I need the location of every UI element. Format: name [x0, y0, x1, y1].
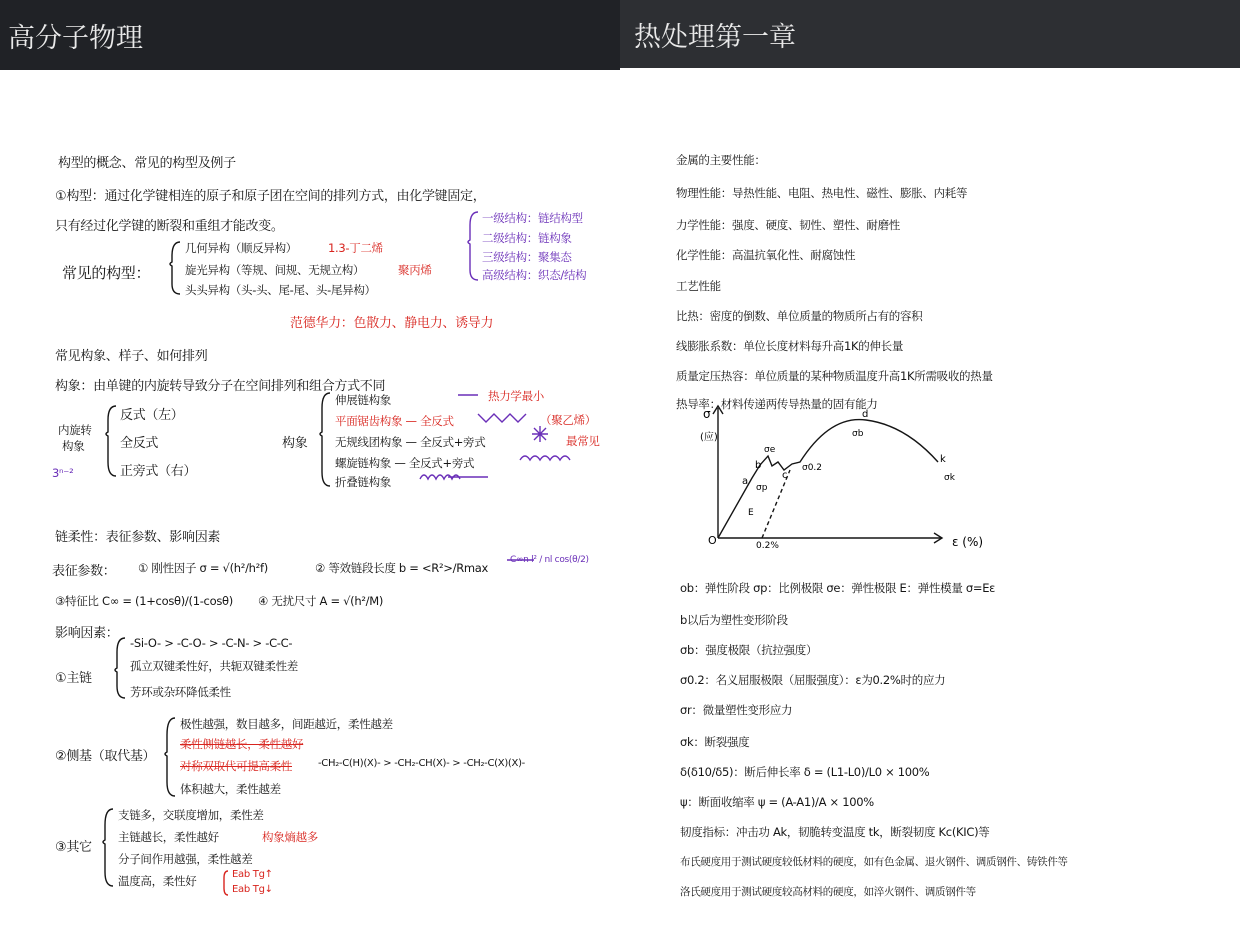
param-segment-note: C∞n l² / nl cos(θ/2)	[510, 555, 589, 565]
main-chain-label: ①主链	[55, 671, 92, 686]
origin-label: O	[708, 534, 717, 547]
structure-level: 二级结构：链构象	[482, 231, 572, 245]
conformation-right-label: 构象	[282, 436, 308, 451]
heat-capacity: 质量定压热容：单位质量的某种物质温度升高1K所需吸收的热量	[676, 369, 993, 383]
other-item: 温度高，柔性好	[118, 874, 197, 888]
elongation: δ(δ10/δ5)：断后伸长率 δ = (L1-L0)/L0 × 100%	[680, 765, 930, 779]
elastic-definitions: ob：弹性阶段 σp：比例极限 σe：弹性极限 E：弹性模量 σ=Eε	[680, 581, 996, 595]
conformation-note: 热力学最小	[488, 389, 544, 403]
other-label: ③其它	[55, 840, 92, 855]
conformation-count-note: 3ⁿ⁻²	[52, 466, 74, 480]
left-heading: 构型的概念、常见的构型及例子	[58, 156, 236, 171]
point-label: E	[748, 508, 754, 518]
fracture-strength: σk：断裂强度	[680, 735, 750, 749]
point-label: σp	[756, 483, 768, 493]
chemical-properties: 化学性能：高温抗氧化性、耐腐蚀性	[676, 248, 856, 262]
conformation-right-item: 伸展链构象	[335, 393, 391, 407]
reduction-of-area: ψ：断面收缩率 ψ = (A-A1)/A × 100%	[680, 795, 874, 809]
physical-properties: 物理性能：导热性能、电阻、热电性、磁性、膨胀、内耗等	[676, 186, 968, 200]
rotation-label: 内旋转	[58, 423, 92, 437]
conformation-note: （聚乙烯）	[540, 413, 596, 427]
conformation-left-item: 正旁式（右）	[120, 464, 197, 479]
stress-strain-curve	[718, 420, 938, 538]
toughness-index: 韧度指标：冲击功 Ak，韧脆转变温度 tk，断裂韧度 Kc(KIC)等	[680, 825, 990, 839]
offset-label: 0.2%	[756, 541, 779, 551]
point-label: k	[940, 454, 946, 465]
config-type-note: 1.3-丁二烯	[328, 241, 383, 255]
plastic-stage: b以后为塑性变形阶段	[680, 613, 788, 627]
config-type-item: 几何异构（顺反异构）	[185, 241, 297, 255]
rockwell-hardness: 洛氏硬度用于测试硬度较高材料的硬度，如淬火钢件、调质钢件等	[680, 886, 976, 898]
sigma-label: σ	[703, 407, 711, 421]
param-segment-length: ② 等效链段长度 b = <R²>/Rmax	[315, 561, 489, 575]
factor-heading: 影响因素：	[55, 626, 119, 641]
structure-level: 三级结构：聚集态	[482, 250, 572, 264]
conformation-left-item: 反式（左）	[120, 408, 184, 423]
mechanical-properties: 力学性能：强度、硬度、韧性、塑性、耐磨性	[676, 218, 900, 232]
side-group-label: ②侧基（取代基）	[55, 749, 156, 764]
other-item: 分子间作用越强，柔性越差	[118, 852, 253, 866]
other-note: Eab Tg↓	[232, 884, 273, 895]
brinell-hardness: 布氏硬度用于测试硬度较低材料的硬度，如有色金属、退火钢件、调质钢件、铸铁件等	[680, 856, 1068, 868]
micro-plastic-stress: σr：微量塑性变形应力	[680, 703, 793, 717]
conformation-right-item: 折叠链构象	[335, 475, 391, 489]
point-label: a	[742, 476, 749, 487]
param-rigidity: ① 刚性因子 σ = √(h²/h²f)	[138, 561, 268, 575]
other-item: 主链越长，柔性越好	[118, 830, 219, 844]
specific-volume: 比热：密度的倒数、单位质量的物质所占有的容积	[676, 309, 923, 323]
expansion-coefficient: 线膨胀系数：单位长度材料每升高1K的伸长量	[676, 339, 904, 353]
rotation-label: 构象	[62, 439, 85, 453]
side-group-item: 柔性侧链越长，柔性越好	[180, 737, 304, 751]
conformation-right-item: 无规线团构象 — 全反式+旁式	[335, 435, 486, 449]
structure-level: 一级结构：链结构型	[482, 211, 583, 225]
tab-title: 热处理第一章	[634, 21, 796, 53]
side-group-item: 体积越大，柔性越差	[180, 782, 281, 796]
tab-title: 高分子物理	[8, 22, 143, 54]
conformation-right-item: 螺旋链构象 — 全反式+旁式	[335, 456, 475, 470]
main-chain-item: 孤立双键柔性好，共轭双键柔性差	[130, 659, 298, 673]
other-note: 构象熵越多	[262, 830, 318, 844]
config-type-item: 头头异构（头-头、尾-尾、头-尾异构）	[185, 283, 376, 297]
sigma-unit: (应)	[700, 432, 718, 443]
vdw-force-note: 范德华力：色散力、静电力、诱导力	[290, 316, 494, 331]
thermal-conductivity: 热导率：材料传递两传导热量的固有能力	[676, 397, 878, 411]
point-label: σe	[764, 445, 776, 455]
point-label: σb	[852, 429, 864, 439]
param-label: 表征参数：	[52, 564, 116, 579]
side-group-item: 对称双取代可提高柔性	[180, 759, 292, 773]
point-label: σ0.2	[802, 463, 823, 473]
other-item: 支链多，交联度增加，柔性差	[118, 808, 264, 822]
main-chain-item: -Si-O- > -C-O- > -C-N- > -C-C-	[130, 636, 293, 650]
point-label: c	[782, 470, 788, 481]
flexibility-heading: 链柔性：表征参数、影响因素	[55, 530, 221, 545]
point-label: b	[755, 460, 762, 471]
main-chain-item: 芳环或杂环降低柔性	[130, 685, 231, 699]
conformation-right-item: 平面锯齿构象 — 全反式	[335, 414, 454, 428]
right-heading: 金属的主要性能：	[676, 153, 766, 167]
param-unperturbed-size: ④ 无扰尺寸 A = √(h²/M)	[258, 594, 384, 608]
conformation-left-item: 全反式	[120, 436, 159, 451]
config-definition-2: 只有经过化学键的断裂和重组才能改变。	[55, 219, 284, 234]
side-group-formula: -CH₂-C(H)(X)- > -CH₂-CH(X)- > -CH₂-C(X)(X)-	[318, 758, 525, 769]
config-type-note: 聚丙烯	[398, 263, 432, 277]
conformation-heading: 常见构象、样子、如何排列	[55, 349, 208, 364]
conformation-note: 最常见	[566, 434, 600, 448]
config-type-item: 旋光异构（等规、间规、无规立构）	[185, 263, 365, 277]
epsilon-label: ε (%)	[952, 535, 984, 549]
config-definition-1: ①构型：通过化学键相连的原子和原子团在空间的排列方式，由化学键固定，	[55, 189, 486, 204]
param-char-ratio: ③特征比 C∞ = (1+cosθ)/(1-cosθ)	[55, 594, 233, 608]
config-types-label: 常见的构型：	[62, 264, 151, 282]
conformation-definition: 构象：由单键的内旋转导致分子在空间排列和组合方式不同	[55, 379, 386, 394]
structure-level: 高级结构：织态/结构	[482, 268, 587, 282]
side-group-item: 极性越强，数目越多，间距越近，柔性越差	[180, 717, 393, 731]
point-label: σk	[944, 473, 955, 483]
process-properties: 工艺性能	[676, 279, 721, 293]
other-note: Eab Tg↑	[232, 869, 273, 880]
point-label: d	[862, 409, 869, 420]
yield-strength: σ0.2：名义屈服极限（屈服强度）：ε为0.2%时的应力	[680, 673, 946, 687]
tensile-strength: σb：强度极限（抗拉强度）	[680, 643, 818, 657]
